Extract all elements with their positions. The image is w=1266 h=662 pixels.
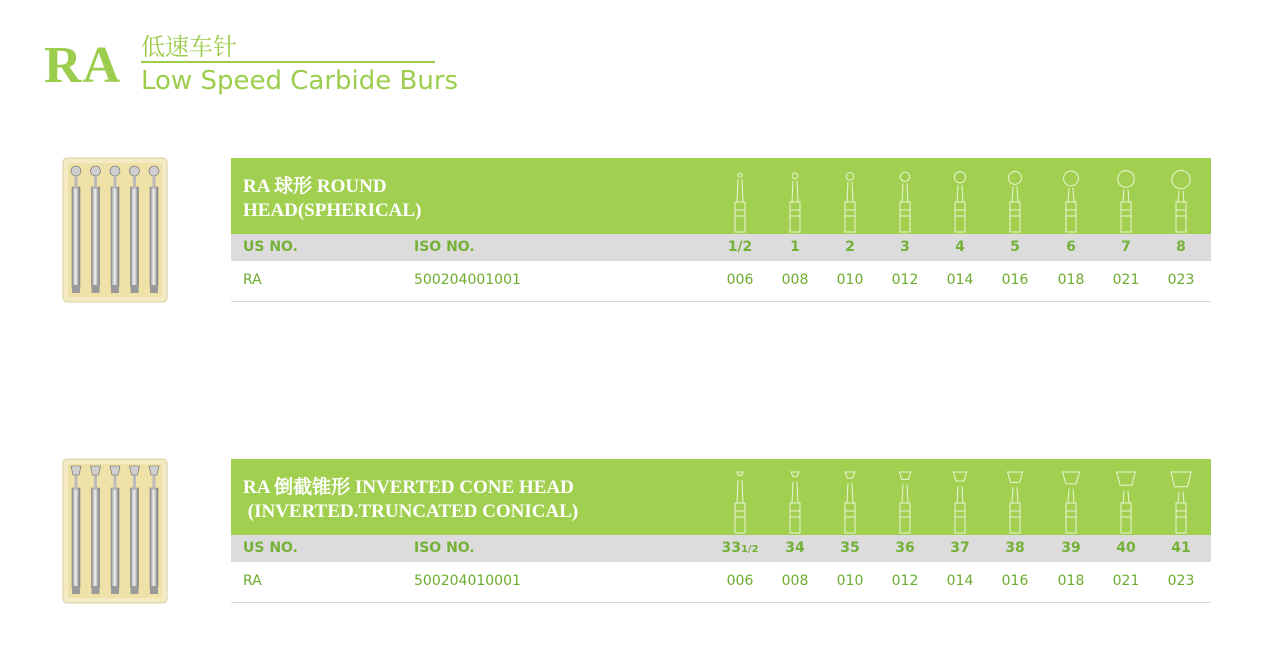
bur-icons-row	[231, 158, 1211, 234]
iso-size-value: 014	[946, 272, 974, 288]
round-bur-pack-image	[62, 157, 168, 303]
iso-size-value: 010	[836, 573, 864, 589]
iso-size-value: 018	[1057, 272, 1085, 288]
size-label: 1/2	[727, 239, 753, 255]
size-label: 331/2	[721, 540, 759, 556]
inverted-cone-bur-icon	[1008, 472, 1023, 533]
row-us-no: RA	[243, 573, 262, 589]
size-label: 37	[950, 540, 970, 556]
size-label: 8	[1176, 239, 1186, 255]
column-iso-no: ISO NO.	[414, 540, 475, 556]
round-bur-icon	[790, 173, 800, 232]
size-label: 39	[1061, 540, 1081, 556]
inverted-cone-bur-icon	[845, 472, 855, 533]
iso-size-value: 016	[1001, 272, 1029, 288]
iso-size-value: 006	[726, 272, 754, 288]
round-bur-icon	[1172, 170, 1190, 232]
size-label: 5	[1010, 239, 1020, 255]
table-row	[231, 562, 1211, 603]
row-us-no: RA	[243, 272, 262, 288]
iso-size-value: 021	[1112, 573, 1140, 589]
title-english: Low Speed Carbide Burs	[141, 66, 459, 96]
brand-code: RA	[44, 37, 122, 94]
size-label: 41	[1171, 540, 1191, 556]
round-bur-icon	[1064, 171, 1079, 232]
section-header-bar	[231, 459, 1211, 535]
iso-size-value: 012	[891, 573, 919, 589]
size-label: 34	[785, 540, 805, 556]
round-bur-icon	[1118, 171, 1135, 232]
round-bur-icon	[735, 173, 745, 232]
size-label: 2	[845, 239, 855, 255]
iso-size-value: 023	[1167, 272, 1195, 288]
iso-size-value: 010	[836, 272, 864, 288]
iso-size-value: 021	[1112, 272, 1140, 288]
column-iso-no: ISO NO.	[414, 239, 475, 255]
table-row	[231, 261, 1211, 302]
section-round-head	[231, 158, 1211, 302]
size-label: 36	[895, 540, 915, 556]
inverted-cone-bur-icon	[735, 472, 745, 533]
column-us-no: US NO.	[243, 239, 298, 255]
iso-size-value: 023	[1167, 573, 1195, 589]
iso-size-value: 018	[1057, 573, 1085, 589]
column-us-no: US NO.	[243, 540, 298, 556]
bur-icons-row	[231, 459, 1211, 535]
iso-size-value: 012	[891, 272, 919, 288]
title-chinese: 低速车针	[141, 33, 237, 61]
size-label: 7	[1121, 239, 1131, 255]
inverted-cone-bur-icon	[790, 472, 800, 533]
inverted-cone-bur-icon	[1117, 472, 1136, 533]
size-label: 4	[955, 239, 965, 255]
round-bur-icon	[845, 172, 855, 232]
inverted-cone-bur-icon	[953, 472, 966, 533]
size-label: 35	[840, 540, 860, 556]
iso-size-value: 014	[946, 573, 974, 589]
iso-size-value: 016	[1001, 573, 1029, 589]
row-iso-no: 500204001001	[414, 272, 521, 288]
inverted-cone-bur-icon	[1171, 472, 1191, 533]
round-bur-icon	[900, 172, 910, 232]
iso-size-value: 008	[781, 573, 809, 589]
inverted-cone-bur-pack-image	[62, 458, 168, 604]
iso-size-value: 006	[726, 573, 754, 589]
inverted-cone-bur-icon	[899, 472, 910, 533]
size-label: 6	[1066, 239, 1076, 255]
title-divider	[141, 61, 435, 63]
table-header-row	[231, 535, 1211, 562]
section-header-bar	[231, 158, 1211, 234]
round-bur-icon	[1009, 171, 1022, 232]
section-title: RA 倒截锥形 INVERTED CONE HEAD (INVERTED.TRUNCATED CONICAL)	[243, 477, 579, 522]
section-inverted-cone-head	[231, 459, 1211, 603]
size-label: 1	[790, 239, 800, 255]
round-bur-icon	[954, 172, 965, 232]
table-header-row	[231, 234, 1211, 261]
size-label: 40	[1116, 540, 1136, 556]
row-iso-no: 500204010001	[414, 573, 521, 589]
section-title: RA 球形 ROUND HEAD(SPHERICAL)	[243, 176, 422, 221]
size-label: 3	[900, 239, 910, 255]
iso-size-value: 008	[781, 272, 809, 288]
inverted-cone-bur-icon	[1063, 472, 1080, 533]
size-label: 38	[1005, 540, 1025, 556]
